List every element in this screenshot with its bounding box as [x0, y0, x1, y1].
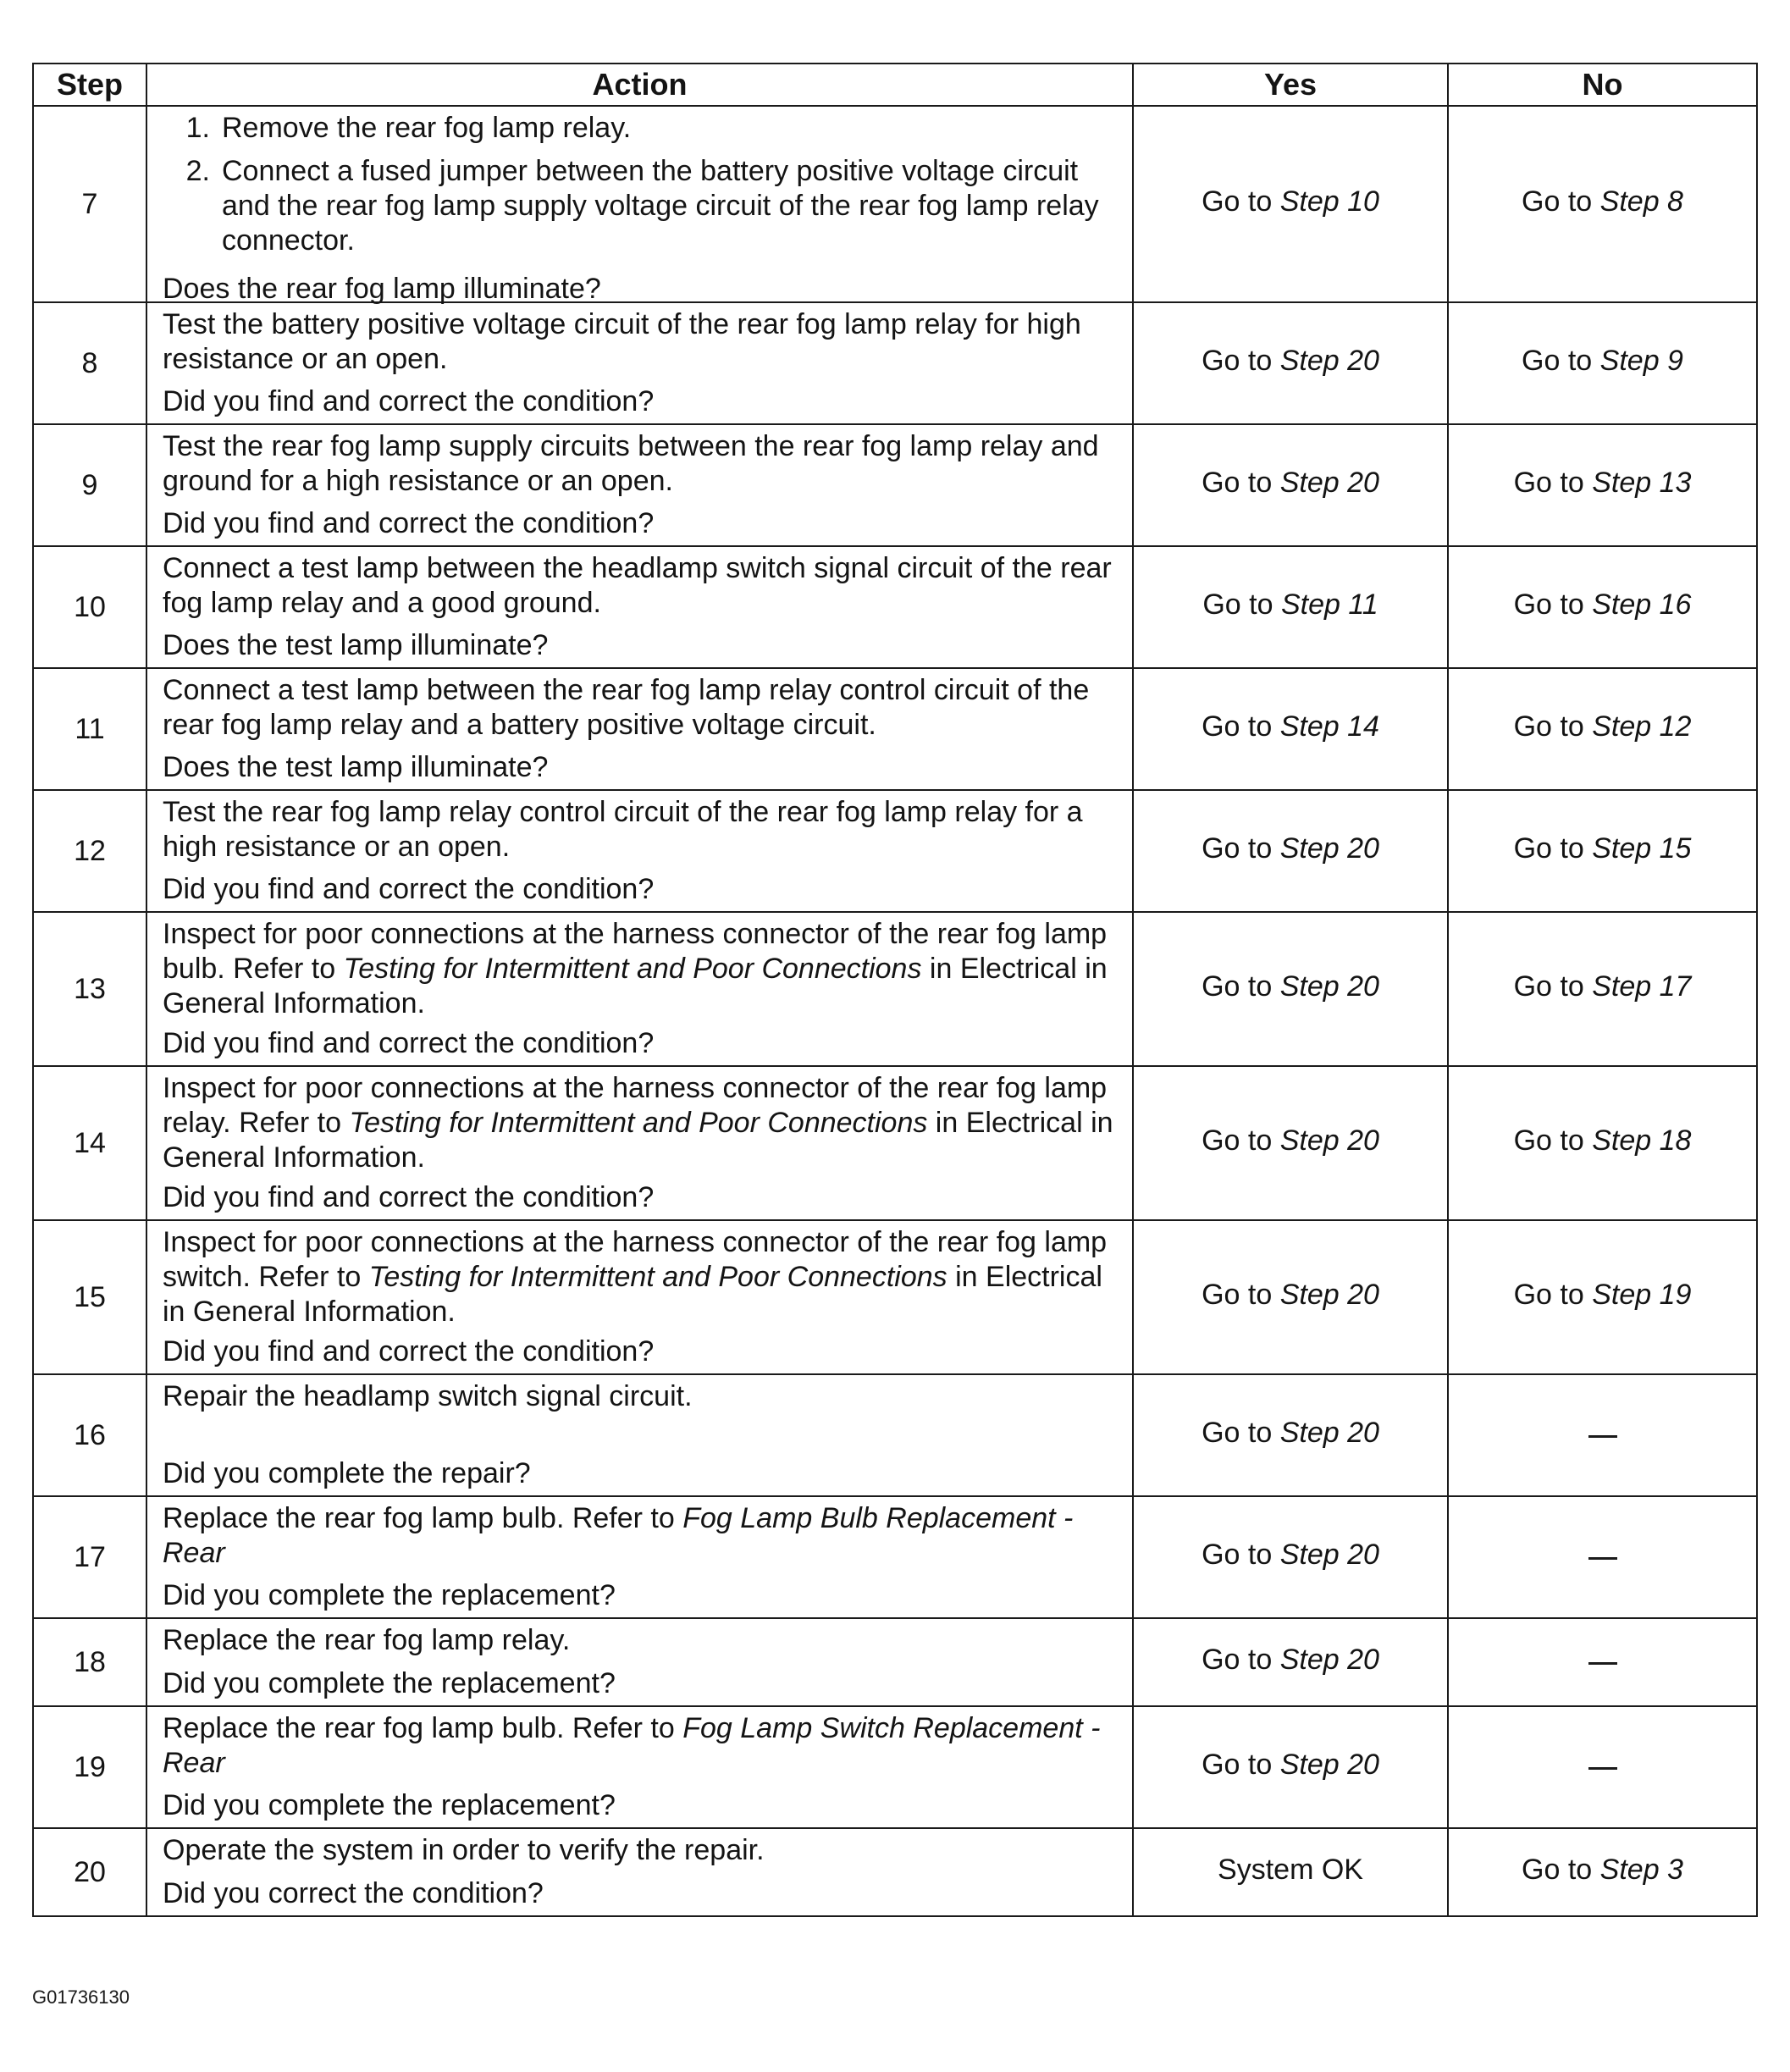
table-row	[33, 424, 1757, 546]
action-cell	[146, 912, 1133, 1066]
action-step-number: 2.	[185, 155, 210, 187]
action-question: Did you find and correct the condition?	[163, 1027, 655, 1059]
step-link[interactable]: Step 20	[1279, 1416, 1379, 1449]
step-link[interactable]: Step 13	[1592, 466, 1692, 499]
yes-cell	[1133, 912, 1448, 1066]
action-text-pre: Inspect for poor connections at the harness connector of the rear fog lamp relay. Refer to	[163, 1072, 1108, 1139]
action-text-post: in Electrical in General Information.	[163, 1261, 1102, 1328]
step-number: 20	[33, 1828, 146, 1916]
action-question: Did you complete the replacement?	[163, 1789, 616, 1821]
goto-prefix: Go to	[1202, 1748, 1273, 1781]
goto-prefix: Go to	[1513, 466, 1584, 499]
action-description	[163, 1225, 1117, 1329]
action-text	[163, 1501, 1117, 1571]
action-cell	[146, 1496, 1133, 1618]
table-row	[33, 546, 1757, 668]
goto-prefix: Go to	[1202, 970, 1273, 1003]
action-step-item	[163, 154, 1117, 258]
no-cell	[1448, 790, 1757, 912]
action-cell	[146, 1706, 1133, 1828]
not-applicable-dash	[1588, 1435, 1617, 1438]
action-description	[163, 1711, 1117, 1781]
no-cell	[1448, 546, 1757, 668]
step-number: 7	[33, 106, 146, 302]
action-content	[163, 1379, 1117, 1491]
action-cell	[146, 546, 1133, 668]
action-text	[163, 429, 1117, 499]
action-question: Does the rear fog lamp illuminate?	[163, 273, 601, 305]
action-question: Did you find and correct the condition?	[163, 1335, 655, 1368]
goto-prefix: Go to	[1202, 588, 1273, 621]
step-number: 13	[33, 912, 146, 1066]
step-number: 15	[33, 1220, 146, 1374]
step-number: 9	[33, 424, 146, 546]
action-content	[163, 673, 1117, 785]
action-description: Test the battery positive voltage circuit of the rear fog lamp relay for high resistance or an open.	[163, 308, 1081, 375]
header-yes: Yes	[1133, 64, 1448, 106]
step-link[interactable]: Step 20	[1279, 1278, 1379, 1311]
result-text: System OK	[1218, 1853, 1363, 1886]
yes-cell	[1133, 1066, 1448, 1220]
header-no: No	[1448, 64, 1757, 106]
step-link[interactable]: Step 10	[1279, 185, 1379, 218]
not-applicable-dash	[1588, 1767, 1617, 1770]
goto-prefix: Go to	[1202, 1416, 1273, 1449]
action-description: Test the rear fog lamp relay control circuit of the rear fog lamp relay for a high resistance or an open.	[163, 796, 1083, 863]
table-row	[33, 1220, 1757, 1374]
no-cell	[1448, 1220, 1757, 1374]
action-text	[163, 673, 1117, 743]
action-question: Did you correct the condition?	[163, 1877, 544, 1909]
step-number: 10	[33, 546, 146, 668]
no-cell	[1448, 1618, 1757, 1706]
action-text-post: in Electrical in General Information.	[163, 1107, 1113, 1174]
action-question: Did you find and correct the condition?	[163, 873, 655, 905]
no-cell	[1448, 302, 1757, 424]
action-content	[163, 795, 1117, 907]
table-row	[33, 790, 1757, 912]
action-description	[163, 1501, 1117, 1571]
table-row	[33, 1496, 1757, 1618]
action-text-post: in Electrical in General Information.	[163, 953, 1108, 1019]
action-description: Connect a test lamp between the rear fog lamp relay control circuit of the rear fog lamp relay and a battery positive voltage circuit.	[163, 674, 1090, 741]
step-link[interactable]: Step 3	[1599, 1853, 1683, 1886]
action-cell	[146, 106, 1133, 305]
action-question: Did you complete the repair?	[163, 1457, 531, 1489]
figure-id: G01736130	[32, 1986, 130, 2008]
action-text	[163, 1225, 1117, 1329]
action-description: Repair the headlamp switch signal circuit.	[163, 1380, 693, 1412]
step-link[interactable]: Step 20	[1279, 344, 1379, 377]
action-content	[163, 1225, 1117, 1369]
yes-cell	[1133, 1828, 1448, 1916]
action-content	[163, 429, 1117, 541]
goto-prefix: Go to	[1513, 970, 1584, 1003]
diagnostic-table	[32, 63, 1758, 1917]
action-text	[163, 551, 1117, 621]
yes-cell	[1133, 1220, 1448, 1374]
not-applicable-dash	[1588, 1662, 1617, 1665]
goto-prefix: Go to	[1202, 1643, 1273, 1676]
yes-cell	[1133, 424, 1448, 546]
step-link[interactable]: Step 20	[1279, 832, 1379, 865]
table-body	[33, 106, 1757, 1916]
action-content	[163, 1071, 1117, 1215]
action-text-pre: Inspect for poor connections at the harness connector of the rear fog lamp switch. Refer to	[163, 1226, 1108, 1293]
action-content	[163, 551, 1117, 663]
goto-prefix: Go to	[1522, 344, 1593, 377]
not-applicable-dash	[1588, 1557, 1617, 1560]
step-number: 16	[33, 1374, 146, 1496]
action-text	[163, 1833, 1117, 1868]
action-cell	[146, 424, 1133, 546]
reference-link[interactable]: Testing for Intermittent and Poor Connections	[368, 1261, 947, 1293]
action-text	[163, 111, 1117, 267]
step-link[interactable]: Step 17	[1592, 970, 1692, 1003]
action-content	[163, 1623, 1117, 1701]
action-text-pre: Replace the rear fog lamp bulb. Refer to	[163, 1502, 683, 1534]
yes-cell	[1133, 1374, 1448, 1496]
action-content	[163, 111, 1117, 305]
action-cell	[146, 1066, 1133, 1220]
action-cell	[146, 1374, 1133, 1496]
no-cell	[1448, 106, 1757, 302]
table-row	[33, 1618, 1757, 1706]
action-content	[163, 307, 1117, 419]
step-number: 17	[33, 1496, 146, 1618]
step-link[interactable]: Step 15	[1592, 832, 1692, 865]
table-row	[33, 302, 1757, 424]
step-link[interactable]: Step 20	[1279, 1538, 1379, 1571]
step-number: 12	[33, 790, 146, 912]
action-step-text: Connect a fused jumper between the battery positive voltage circuit and the rear fog lamp supply voltage circuit of the rear fog lamp relay connector.	[222, 155, 1099, 257]
goto-prefix: Go to	[1202, 1124, 1273, 1157]
no-cell	[1448, 1374, 1757, 1496]
action-cell	[146, 790, 1133, 912]
action-text	[163, 1711, 1117, 1781]
reference-link[interactable]: Fog Lamp Switch Replacement - Rear	[163, 1712, 1101, 1779]
step-link[interactable]: Step 20	[1279, 1748, 1379, 1781]
action-question: Did you complete the replacement?	[163, 1667, 616, 1699]
yes-cell	[1133, 546, 1448, 668]
yes-cell	[1133, 790, 1448, 912]
table-row	[33, 912, 1757, 1066]
step-number: 11	[33, 668, 146, 790]
action-content	[163, 917, 1117, 1061]
action-step-item	[163, 111, 1117, 146]
action-question: Did you find and correct the condition?	[163, 385, 655, 417]
action-cell	[146, 1618, 1133, 1706]
action-question: Does the test lamp illuminate?	[163, 751, 549, 783]
goto-prefix: Go to	[1513, 588, 1584, 621]
yes-cell	[1133, 1618, 1448, 1706]
reference-link[interactable]: Testing for Intermittent and Poor Connections	[349, 1107, 928, 1139]
action-question: Did you complete the replacement?	[163, 1579, 616, 1611]
step-number: 14	[33, 1066, 146, 1220]
action-description: Replace the rear fog lamp relay.	[163, 1624, 571, 1656]
action-steps-list	[163, 111, 1117, 258]
action-cell	[146, 1220, 1133, 1374]
step-number: 19	[33, 1706, 146, 1828]
step-number: 8	[33, 302, 146, 424]
action-content	[163, 1833, 1117, 1911]
table-row	[33, 1374, 1757, 1496]
action-description	[163, 917, 1117, 1021]
action-description: Test the rear fog lamp supply circuits between the rear fog lamp relay and ground for a high resistance or an open.	[163, 430, 1099, 497]
no-cell	[1448, 1496, 1757, 1618]
header-row	[33, 64, 1757, 106]
no-cell	[1448, 1706, 1757, 1828]
goto-prefix: Go to	[1513, 1278, 1584, 1311]
action-step-number: 1.	[185, 112, 210, 144]
reference-link[interactable]: Testing for Intermittent and Poor Connections	[343, 953, 922, 985]
action-text-pre: Replace the rear fog lamp bulb. Refer to	[163, 1712, 683, 1744]
yes-cell	[1133, 1496, 1448, 1618]
action-text	[163, 917, 1117, 1021]
action-question: Does the test lamp illuminate?	[163, 629, 549, 661]
action-description	[163, 1071, 1117, 1175]
reference-link[interactable]: Fog Lamp Bulb Replacement - Rear	[163, 1502, 1074, 1569]
action-text	[163, 1379, 1117, 1414]
action-cell	[146, 302, 1133, 424]
table-row	[33, 1828, 1757, 1916]
goto-prefix: Go to	[1202, 185, 1273, 218]
no-cell	[1448, 668, 1757, 790]
yes-cell	[1133, 1706, 1448, 1828]
header-action: Action	[146, 64, 1133, 106]
table-row	[33, 1066, 1757, 1220]
goto-prefix: Go to	[1513, 1124, 1584, 1157]
action-question: Did you find and correct the condition?	[163, 1181, 655, 1213]
goto-prefix: Go to	[1202, 1278, 1273, 1311]
step-link[interactable]: Step 14	[1279, 710, 1379, 743]
step-number: 18	[33, 1618, 146, 1706]
goto-prefix: Go to	[1513, 710, 1584, 743]
step-link[interactable]: Step 19	[1592, 1278, 1692, 1311]
no-cell	[1448, 1828, 1757, 1916]
action-description: Operate the system in order to verify the repair.	[163, 1834, 765, 1866]
step-link[interactable]: Step 11	[1280, 588, 1378, 621]
goto-prefix: Go to	[1522, 1853, 1593, 1886]
action-text	[163, 307, 1117, 377]
step-link[interactable]: Step 20	[1279, 970, 1379, 1003]
step-link[interactable]: Step 20	[1279, 466, 1379, 499]
action-text-pre: Inspect for poor connections at the harness connector of the rear fog lamp bulb. Refer to	[163, 918, 1108, 985]
table-row	[33, 106, 1757, 302]
step-link[interactable]: Step 16	[1592, 588, 1692, 621]
goto-prefix: Go to	[1202, 1538, 1273, 1571]
goto-prefix: Go to	[1202, 344, 1273, 377]
no-cell	[1448, 1066, 1757, 1220]
step-link[interactable]: Step 9	[1599, 344, 1683, 377]
yes-cell	[1133, 668, 1448, 790]
action-content	[163, 1711, 1117, 1823]
no-cell	[1448, 912, 1757, 1066]
goto-prefix: Go to	[1202, 710, 1273, 743]
goto-prefix: Go to	[1202, 466, 1273, 499]
action-step-text: Remove the rear fog lamp relay.	[222, 112, 632, 144]
step-link[interactable]: Step 8	[1599, 185, 1683, 218]
table-row	[33, 668, 1757, 790]
action-cell	[146, 668, 1133, 790]
step-link[interactable]: Step 12	[1592, 710, 1692, 743]
step-link[interactable]: Step 20	[1279, 1124, 1379, 1157]
action-text	[163, 1623, 1117, 1658]
action-text	[163, 795, 1117, 865]
yes-cell	[1133, 106, 1448, 302]
action-content	[163, 1501, 1117, 1613]
action-question: Did you find and correct the condition?	[163, 507, 655, 539]
action-description: Connect a test lamp between the headlamp switch signal circuit of the rear fog lamp relay and a good ground.	[163, 552, 1112, 619]
action-cell	[146, 1828, 1133, 1916]
step-link[interactable]: Step 18	[1592, 1124, 1692, 1157]
action-text	[163, 1071, 1117, 1175]
goto-prefix: Go to	[1202, 832, 1273, 865]
header-step: Step	[33, 64, 146, 106]
goto-prefix: Go to	[1522, 185, 1593, 218]
step-link[interactable]: Step 20	[1279, 1643, 1379, 1676]
yes-cell	[1133, 302, 1448, 424]
table-row	[33, 1706, 1757, 1828]
no-cell	[1448, 424, 1757, 546]
goto-prefix: Go to	[1513, 832, 1584, 865]
